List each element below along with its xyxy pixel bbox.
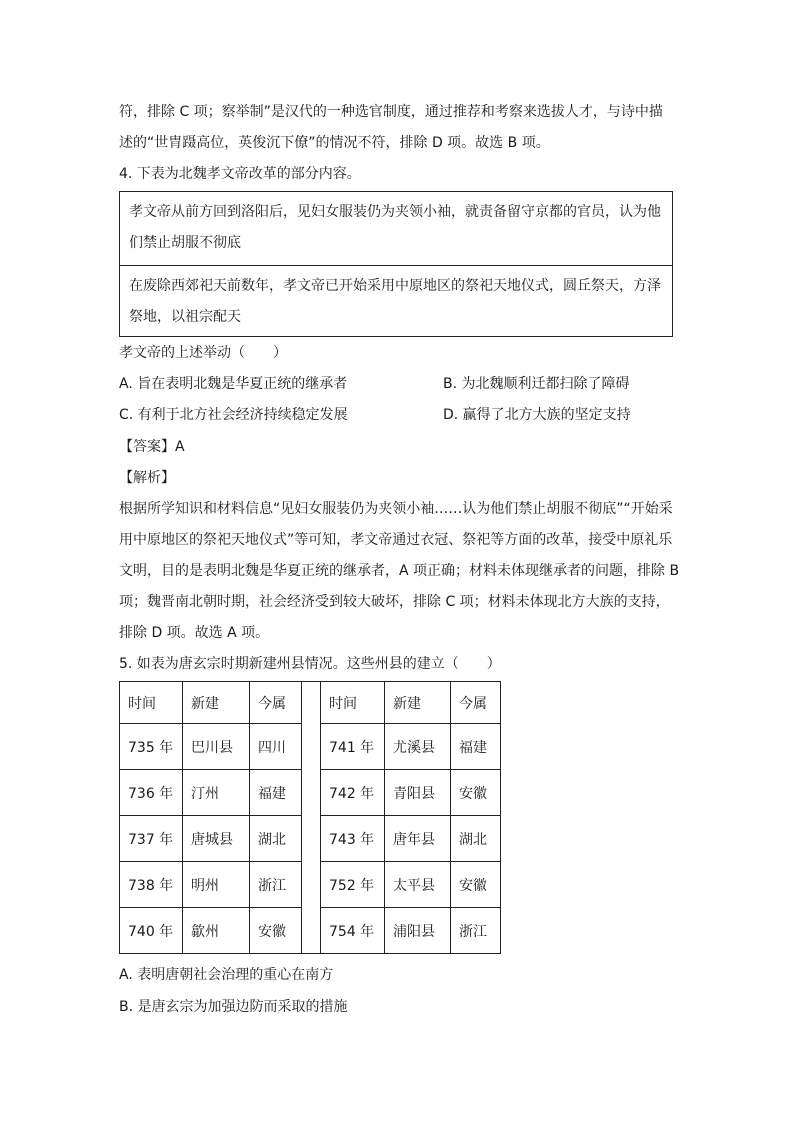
table-cell: 740 年 <box>120 908 183 954</box>
table-cell: 738 年 <box>120 862 183 908</box>
table-cell: 浦阳县 <box>385 908 451 954</box>
analysis-line-2: 用中原地区的祭祀天地仪式”等可知，孝文帝通过衣冠、祭祀等方面的改革，接受中原礼乐 <box>119 532 673 548</box>
analysis-line-4: 项；魏晋南北朝时期，社会经济受到较大破坏，排除 C 项；材料未体现北方大族的支持， <box>119 594 670 610</box>
table-cell: 754 年 <box>321 908 385 954</box>
table-cell: 尤溪县 <box>385 724 451 770</box>
table-cell: 安徽 <box>451 770 501 816</box>
material-row-1 <box>120 192 672 266</box>
table-header-row <box>120 682 501 724</box>
table-cell: 汀州 <box>183 770 250 816</box>
intro-line-2: 述的“世胄蹑高位，英俊沉下僚”的情况不符，排除 D 项。故选 B 项。 <box>119 135 550 151</box>
table-cell: 736 年 <box>120 770 183 816</box>
question-5-table <box>119 681 501 954</box>
question-4-option-a[interactable]: A. 旨在表明北魏是华夏正统的继承者 <box>119 376 348 392</box>
material-row-1-line-2: 们禁止胡服不彻底 <box>129 235 241 251</box>
question-4-stem: 4. 下表为北魏孝文帝改革的部分内容。 <box>119 166 361 182</box>
table-cell: 浙江 <box>250 862 302 908</box>
table-header-cell: 时间 <box>321 682 385 724</box>
question-4-option-d[interactable]: D. 赢得了北方大族的坚定支持 <box>443 407 631 423</box>
table-divider <box>302 682 321 954</box>
table-cell: 安徽 <box>451 862 501 908</box>
material-row-2 <box>120 266 672 338</box>
question-4-option-b[interactable]: B. 为北魏顺利迁都扫除了障碍 <box>443 376 630 392</box>
table-cell: 四川 <box>250 724 302 770</box>
table-cell: 752 年 <box>321 862 385 908</box>
question-5-option-b[interactable]: B. 是唐玄宗为加强边防而采取的措施 <box>119 999 348 1015</box>
question-4-option-c[interactable]: C. 有利于北方社会经济持续稳定发展 <box>119 407 348 423</box>
table-header-cell: 新建 <box>385 682 451 724</box>
table-cell: 明州 <box>183 862 250 908</box>
table-cell: 福建 <box>250 770 302 816</box>
table-cell: 巴川县 <box>183 724 250 770</box>
analysis-line-5: 排除 D 项。故选 A 项。 <box>119 625 270 641</box>
analysis-line-1: 根据所学知识和材料信息“见妇女服装仍为夹领小袖……认为他们禁止胡服不彻底”“开始采 <box>119 501 673 517</box>
table-cell: 唐城县 <box>183 816 250 862</box>
question-5-stem: 5. 如表为唐玄宗时期新建州县情况。这些州县的建立（ ） <box>119 656 501 672</box>
material-row-2-line-2: 祭地，以祖宗配天 <box>129 309 241 325</box>
question-4-analysis-label: 【解析】 <box>119 470 175 486</box>
material-row-1-line-1: 孝文帝从前方回到洛阳后，见妇女服装仍为夹领小袖，就责备留守京都的官员，认为他 <box>129 204 661 220</box>
table-cell: 浙江 <box>451 908 501 954</box>
analysis-line-3: 文明，目的是表明北魏是华夏正统的继承者，A 项正确；材料未体现继承者的问题，排除 B <box>119 563 680 579</box>
table-cell: 安徽 <box>250 908 302 954</box>
table-cell: 735 年 <box>120 724 183 770</box>
table-cell: 青阳县 <box>385 770 451 816</box>
table-cell: 741 年 <box>321 724 385 770</box>
table-header-cell: 今属 <box>451 682 501 724</box>
table-cell: 湖北 <box>451 816 501 862</box>
table-cell: 742 年 <box>321 770 385 816</box>
table-cell: 歙州 <box>183 908 250 954</box>
table-cell: 唐年县 <box>385 816 451 862</box>
question-4-prompt: 孝文帝的上述举动（ ） <box>119 345 287 361</box>
table-cell: 湖北 <box>250 816 302 862</box>
table-header-cell: 新建 <box>183 682 250 724</box>
question-4-material-box <box>119 191 673 337</box>
intro-line-1: 符，排除 C 项；察举制”是汉代的一种选官制度，通过推荐和考察来选拔人才，与诗中描 <box>119 104 663 120</box>
table-cell: 太平县 <box>385 862 451 908</box>
question-5-option-a[interactable]: A. 表明唐朝社会治理的重心在南方 <box>119 967 334 983</box>
table-cell: 福建 <box>451 724 501 770</box>
table-header-cell: 时间 <box>120 682 183 724</box>
material-row-2-line-1: 在废除西郊祀天前数年，孝文帝已开始采用中原地区的祭祀天地仪式，圆丘祭天，方泽 <box>129 278 661 294</box>
table-cell: 737 年 <box>120 816 183 862</box>
table-cell: 743 年 <box>321 816 385 862</box>
table-header-cell: 今属 <box>250 682 302 724</box>
question-4-answer: 【答案】A <box>119 439 185 455</box>
